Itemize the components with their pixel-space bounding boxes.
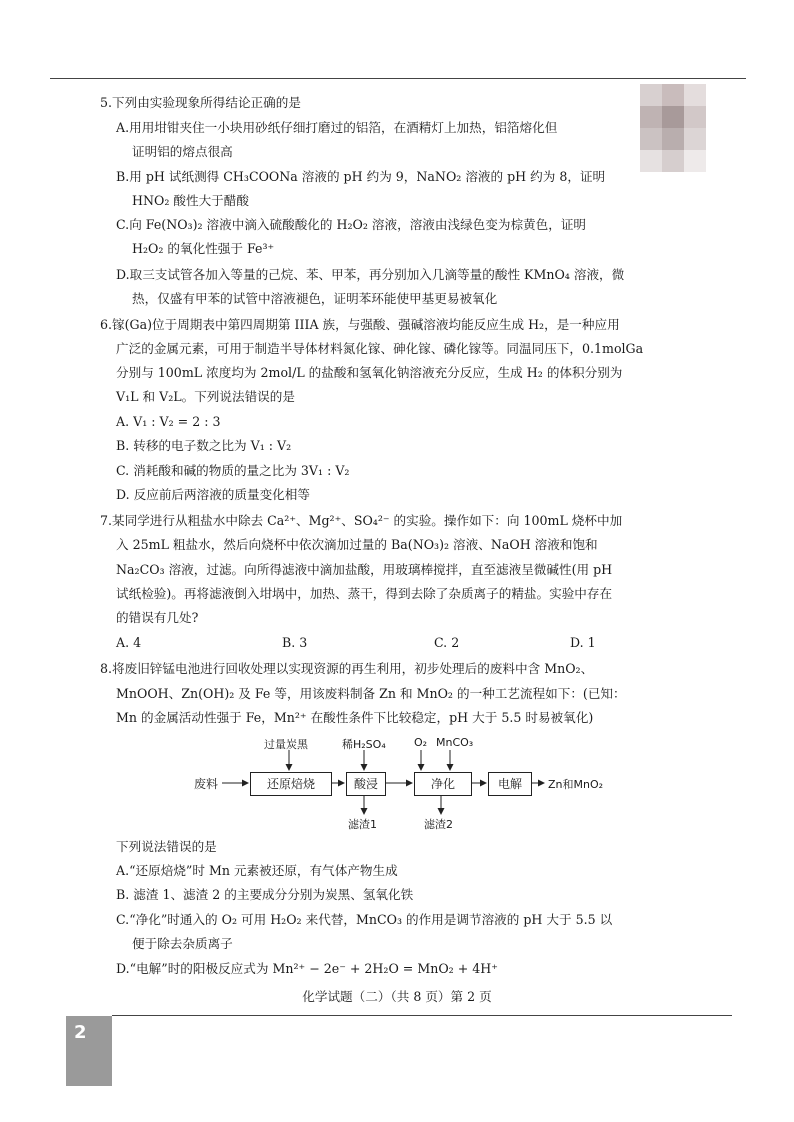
- q5-option-d: D.取三支试管各加入等量的己烷、苯、甲苯，再分别加入几滴等量的酸性 KMnO₄ 溶液，微: [116, 267, 625, 282]
- mosaic-watermark: [640, 84, 708, 172]
- q8-stem-2: MnOOH、Zn(OH)₂ 及 Fe 等，用该废料制备 Zn 和 MnO₂ 的一种工艺流程如下：(已知：: [116, 686, 626, 701]
- q6-option-d: D. 反应前后两溶液的质量变化相等: [116, 487, 310, 502]
- flow-residue-2: 滤渣2: [424, 818, 453, 831]
- q5-option-b: B.用 pH 试纸测得 CH₃COONa 溶液的 pH 约为 9，NaNO₂ 溶液的 pH 约为 8，证明: [116, 169, 606, 184]
- q7-stem-3: Na₂CO₃ 溶液，过滤。向所得滤液中滴加盐酸，用玻璃棒搅拌，直至滤液呈微碱性(用 pH: [116, 562, 613, 577]
- process-flow-diagram: [190, 736, 604, 832]
- q6-stem-2: 广泛的金属元素，可用于制造半导体材料氮化镓、砷化镓、磷化镓等。同温同压下，0.1molGa: [116, 341, 644, 356]
- q7-option-b: B. 3: [282, 635, 308, 650]
- q6-stem-3: 分别与 100mL 浓度均为 2mol/L 的盐酸和氢氧化钠溶液充分反应，生成 H₂ 的体积分别为: [116, 365, 623, 380]
- q7-stem-1: 7.某同学进行从粗盐水中除去 Ca²⁺、Mg²⁺、SO₄²⁻ 的实验。操作如下：向 100mL 烧杯中加: [100, 513, 623, 528]
- q5-option-c-cont: H₂O₂ 的氧化性强于 Fe³⁺: [132, 241, 275, 256]
- q5-option-c: C.向 Fe(NO₃)₂ 溶液中滴入硫酸酸化的 H₂O₂ 溶液，溶液由浅绿色变为棕黄色，证明: [116, 217, 587, 232]
- q6-option-b: B. 转移的电子数之比为 V₁ : V₂: [116, 438, 292, 453]
- q8-option-b: B. 滤渣 1、滤渣 2 的主要成分分别为炭黑、氢氧化铁: [116, 887, 414, 902]
- flow-step-acid-leach: 酸浸: [346, 772, 386, 796]
- flow-output-label: Zn和MnO₂: [548, 778, 604, 791]
- q8-option-d: D.“电解”时的阳极反应式为 Mn²⁺ − 2e⁻ + 2H₂O = MnO₂ + 4H⁺: [116, 961, 498, 976]
- q7-option-c: C. 2: [434, 635, 460, 650]
- page-footer: 化学试题（二）（共 8 页）第 2 页: [302, 989, 492, 1004]
- q8-option-c: C.“净化”时通入的 O₂ 可用 H₂O₂ 来代替，MnCO₃ 的作用是调节溶液的 pH 大于 5.5 以: [116, 912, 613, 927]
- q7-option-a: A. 4: [116, 635, 142, 650]
- q6-option-c: C. 消耗酸和碱的物质的量之比为 3V₁ : V₂: [116, 463, 350, 478]
- q7-stem-5: 的错误有几处?: [116, 610, 199, 625]
- flow-reagent-mnco3: MnCO₃: [436, 736, 474, 749]
- flow-reagent-acid: 稀H₂SO₄: [342, 738, 386, 751]
- q7-option-d: D. 1: [570, 635, 596, 650]
- q8-ask: 下列说法错误的是: [116, 839, 217, 854]
- q5-option-a-cont: 证明铝的熔点很高: [132, 144, 233, 159]
- header-rule: [50, 78, 746, 79]
- q8-stem-3: Mn 的金属活动性强于 Fe，Mn²⁺ 在酸性条件下比较稳定，pH 大于 5.5 时易被氧化): [116, 710, 594, 725]
- q6-option-a: A. V₁ : V₂ = 2 : 3: [116, 414, 221, 429]
- page-number-tab: [66, 1016, 112, 1086]
- q7-stem-2: 入 25mL 粗盐水，然后向烧杯中依次滴加过量的 Ba(NO₃)₂ 溶液、NaOH 溶液和饱和: [116, 537, 598, 552]
- flow-input-label: 废料: [194, 777, 219, 791]
- flow-step-roasting: 还原焙烧: [250, 772, 332, 796]
- flow-step-electrolysis: 电解: [488, 772, 532, 796]
- flow-reagent-oxygen: O₂: [414, 736, 428, 749]
- q8-stem-1: 8.将废旧锌锰电池进行回收处理以实现资源的再生利用，初步处理后的废料中含 MnO₂、: [100, 661, 594, 676]
- q5-option-b-cont: HNO₂ 酸性大于醋酸: [132, 193, 249, 208]
- flow-residue-1: 滤渣1: [348, 818, 377, 831]
- page-number: 2: [74, 1022, 87, 1043]
- q5-option-a: A.用用坩钳夹住一小块用砂纸仔细打磨过的铝箔，在酒精灯上加热，铝箔熔化但: [116, 120, 558, 135]
- q8-option-a: A.“还原焙烧”时 Mn 元素被还原，有气体产物生成: [116, 863, 398, 878]
- footer-rule: [112, 1015, 732, 1016]
- q6-stem-4: V₁L 和 V₂L。下列说法错误的是: [116, 389, 295, 404]
- q6-stem-1: 6.镓(Ga)位于周期表中第四周期第 IIIA 族，与强酸、强碱溶液均能反应生成 H₂，是一种应用: [100, 317, 620, 332]
- q8-option-c-cont: 便于除去杂质离子: [132, 936, 233, 951]
- flow-step-purify: 净化: [414, 772, 472, 796]
- q5-stem: 5.下列由实验现象所得结论正确的是: [100, 95, 301, 110]
- q5-option-d-cont: 热，仅盛有甲苯的试管中溶液褪色，证明苯环能使甲基更易被氧化: [132, 291, 498, 306]
- q7-stem-4: 试纸检验)。再将滤液倒入坩埚中，加热、蒸干，得到去除了杂质离子的精盐。实验中存在: [116, 586, 613, 601]
- flow-reagent-carbon: 过量炭黑: [264, 738, 308, 751]
